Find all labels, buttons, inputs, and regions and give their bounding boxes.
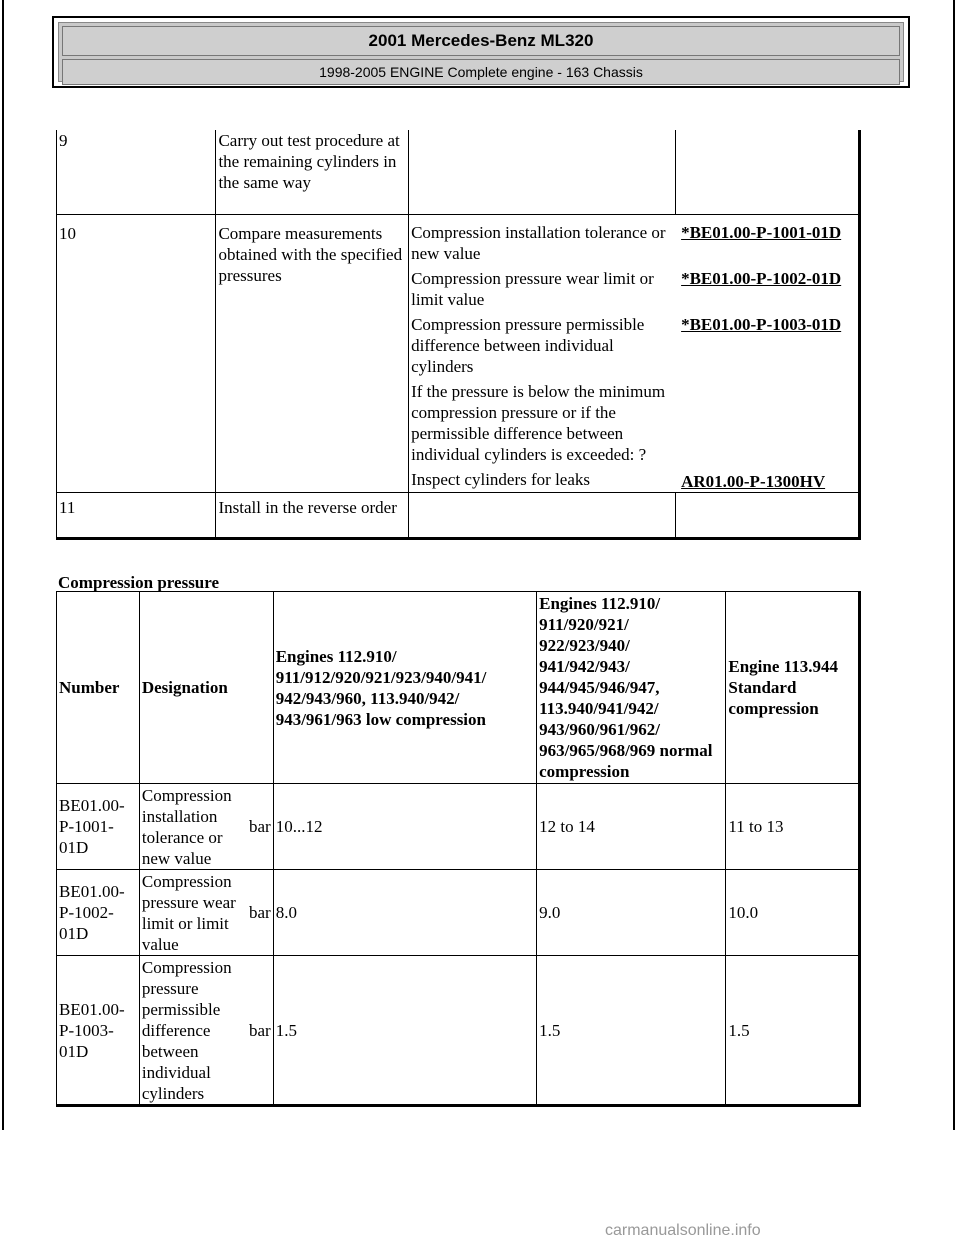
table-row — [57, 784, 860, 870]
column-header-low-compression: Engines 112.910/ 911/912/920/921/923/940/941/ 942/943/960, 113.940/942/ 943/961/963 low compression — [273, 592, 536, 784]
sub-steps — [409, 222, 858, 492]
reference-link[interactable]: *BE01.00-P-1003-01D — [681, 314, 842, 334]
sub-step-text: Compression installation tolerance or new value — [411, 222, 666, 263]
step-reference — [676, 130, 860, 214]
cell-low: 10...12 — [273, 784, 536, 870]
reference-link[interactable]: AR01.00-P-1300HV — [681, 471, 826, 491]
sub-step-text: Compression pressure wear limit or limit value — [411, 268, 654, 309]
sub-step-reference — [679, 469, 858, 492]
header-panel — [58, 22, 904, 82]
cell-normal: 1.5 — [537, 956, 726, 1106]
table-row — [57, 214, 860, 492]
cell-standard: 11 to 13 — [726, 784, 860, 870]
sub-step — [409, 469, 858, 492]
watermark-footer: carmanualsonline.info — [605, 1222, 761, 1239]
column-header-number: Number — [57, 592, 140, 784]
sub-step-reference — [679, 268, 858, 314]
cell-normal: 12 to 14 — [537, 784, 726, 870]
cell-unit: bar — [239, 784, 273, 870]
step-action: Carry out test procedure at the remaining cylinders in the same way — [216, 130, 409, 214]
column-header-standard-compression: Engine 113.944 Standard compression — [726, 592, 860, 784]
sub-step-text: If the pressure is below the minimum compression pressure or if the permissible difference between individual cylinders is exceeded: ? — [411, 381, 666, 464]
step-detail — [409, 130, 676, 214]
step-number: 10 — [57, 214, 216, 492]
reference-link[interactable]: *BE01.00-P-1001-01D — [681, 222, 842, 242]
sub-step-text: Inspect cylinders for leaks — [411, 469, 591, 489]
sub-step-text: Compression pressure permissible difference between individual cylinders — [411, 314, 645, 376]
table-row — [57, 870, 860, 956]
step-action: Install in the reverse order — [216, 492, 409, 538]
cell-number: BE01.00-P-1002-01D — [57, 870, 140, 956]
table-header-row — [57, 592, 860, 784]
sub-step — [409, 268, 858, 314]
cell-designation: Compression pressure wear limit or limit value — [139, 870, 239, 956]
step-details — [409, 214, 860, 492]
step-detail — [409, 492, 676, 538]
document-subtitle: 1998-2005 ENGINE Complete engine - 163 Chassis — [62, 59, 900, 85]
procedure-steps-table — [56, 130, 861, 540]
cell-number: BE01.00-P-1001-01D — [57, 784, 140, 870]
column-header-designation: Designation — [139, 592, 273, 784]
cell-standard: 10.0 — [726, 870, 860, 956]
cell-standard: 1.5 — [726, 956, 860, 1106]
section-heading: Compression pressure — [58, 573, 220, 592]
page-frame-left — [2, 0, 4, 1130]
page-frame-right — [953, 0, 955, 1130]
cell-unit: bar — [239, 956, 273, 1106]
sub-step-reference — [679, 222, 858, 268]
table-row — [57, 956, 860, 1106]
step-reference — [676, 492, 860, 538]
step-action: Compare measurements obtained with the specified pressures — [216, 214, 409, 492]
sub-step — [409, 222, 858, 268]
cell-designation: Compression pressure permissible difference between individual cylinders — [139, 956, 239, 1106]
cell-designation: Compression installation tolerance or new value — [139, 784, 239, 870]
sub-step-reference — [679, 381, 858, 469]
reference-link[interactable]: *BE01.00-P-1002-01D — [681, 268, 842, 288]
cell-low: 8.0 — [273, 870, 536, 956]
cell-unit: bar — [239, 870, 273, 956]
sub-step — [409, 381, 858, 469]
document-title: 2001 Mercedes-Benz ML320 — [62, 26, 900, 56]
step-number: 11 — [57, 492, 216, 538]
cell-normal: 9.0 — [537, 870, 726, 956]
column-header-normal-compression: Engines 112.910/ 911/920/921/ 922/923/940/ 941/942/943/ 944/945/946/947, 113.940/941/942/ 943/960/961/962/ 963/965/968/969 normal compression — [537, 592, 726, 784]
sub-step — [409, 314, 858, 381]
cell-number: BE01.00-P-1003-01D — [57, 956, 140, 1106]
compression-pressure-table — [56, 591, 861, 1107]
document-header — [52, 16, 910, 88]
sub-step-reference — [679, 314, 858, 381]
table-row — [57, 130, 860, 214]
step-number: 9 — [57, 130, 216, 214]
table-row — [57, 492, 860, 538]
cell-low: 1.5 — [273, 956, 536, 1106]
